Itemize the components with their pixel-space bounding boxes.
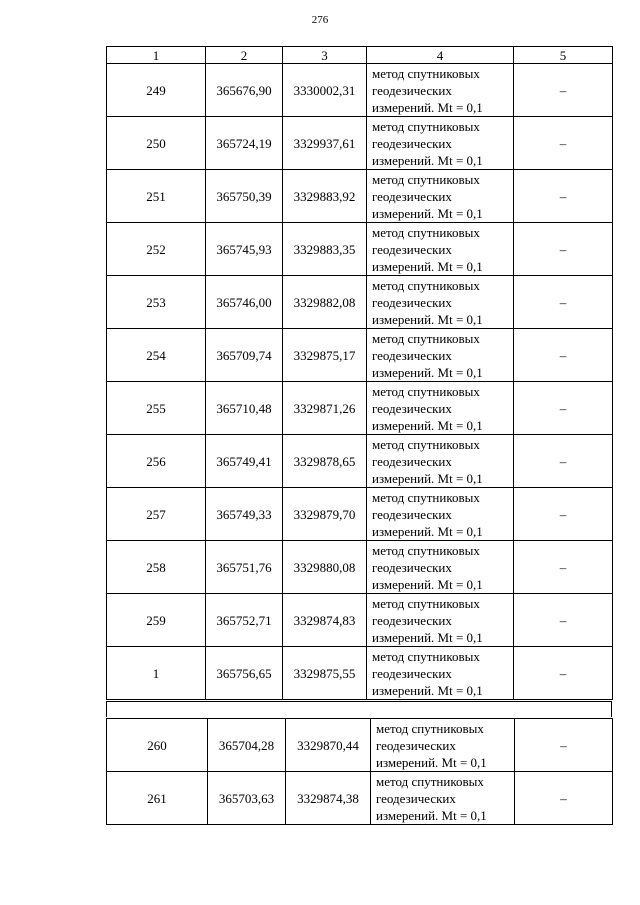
method-line: метод спутниковых	[376, 720, 484, 736]
method-line: метод спутниковых	[376, 773, 484, 789]
table-row	[107, 382, 613, 435]
point-number: 260	[107, 719, 208, 772]
table-row	[107, 117, 613, 170]
method-line: геодезических	[376, 737, 456, 753]
table-row	[107, 64, 613, 117]
method-line: метод спутниковых	[372, 489, 480, 505]
method-cell	[367, 329, 514, 382]
coordinate-x: 365752,71	[206, 594, 283, 647]
method-line: измерений. Mt = 0,1	[372, 682, 483, 698]
method-cell	[367, 170, 514, 223]
coordinate-x: 365749,41	[206, 435, 283, 488]
coordinate-y: 3329879,70	[283, 488, 367, 541]
coordinate-y: 3329880,08	[283, 541, 367, 594]
table-row	[107, 772, 613, 825]
column-5-value: –	[514, 382, 613, 435]
method-line: геодезических	[372, 241, 452, 257]
coordinate-y: 3329883,35	[283, 223, 367, 276]
method-line: измерений. Mt = 0,1	[372, 152, 483, 168]
column-5-value: –	[515, 772, 613, 825]
column-5-value: –	[514, 117, 613, 170]
table-row	[107, 647, 613, 700]
table-row	[107, 435, 613, 488]
point-number: 249	[107, 64, 206, 117]
method-cell	[367, 117, 514, 170]
point-number: 258	[107, 541, 206, 594]
coordinate-y: 3329937,61	[283, 117, 367, 170]
coordinate-y: 3330002,31	[283, 64, 367, 117]
point-number: 252	[107, 223, 206, 276]
method-line: измерений. Mt = 0,1	[372, 205, 483, 221]
coordinate-x: 365746,00	[206, 276, 283, 329]
method-line: измерений. Mt = 0,1	[372, 364, 483, 380]
table-header-row	[107, 47, 613, 64]
method-line: геодезических	[372, 188, 452, 204]
point-number: 259	[107, 594, 206, 647]
table-row	[107, 541, 613, 594]
column-5-value: –	[514, 647, 613, 700]
header-cell: 3	[283, 47, 367, 64]
column-5-value: –	[514, 276, 613, 329]
method-line: метод спутниковых	[372, 542, 480, 558]
method-line: измерений. Mt = 0,1	[372, 629, 483, 645]
method-cell	[367, 382, 514, 435]
coordinates-table	[106, 46, 613, 700]
section-separator	[106, 701, 612, 717]
method-line: геодезических	[372, 665, 452, 681]
column-5-value: –	[514, 329, 613, 382]
method-line: метод спутниковых	[372, 277, 480, 293]
point-number: 251	[107, 170, 206, 223]
point-number: 1	[107, 647, 206, 700]
coordinate-y: 3329874,38	[286, 772, 371, 825]
method-line: метод спутниковых	[372, 118, 480, 134]
coordinate-x: 365709,74	[206, 329, 283, 382]
method-line: геодезических	[372, 506, 452, 522]
header-cell: 1	[107, 47, 206, 64]
coordinate-x: 365703,63	[208, 772, 286, 825]
column-5-value: –	[514, 435, 613, 488]
table-row	[107, 719, 613, 772]
column-5-value: –	[514, 541, 613, 594]
coordinate-y: 3329875,55	[283, 647, 367, 700]
point-number: 253	[107, 276, 206, 329]
method-line: геодезических	[372, 559, 452, 575]
method-line: геодезических	[372, 612, 452, 628]
method-cell	[367, 488, 514, 541]
method-line: измерений. Mt = 0,1	[372, 311, 483, 327]
method-line: измерений. Mt = 0,1	[372, 99, 483, 115]
method-line: метод спутниковых	[372, 436, 480, 452]
method-line: геодезических	[372, 400, 452, 416]
coordinate-x: 365749,33	[206, 488, 283, 541]
header-cell: 4	[367, 47, 514, 64]
method-line: измерений. Mt = 0,1	[376, 807, 487, 823]
table-row	[107, 170, 613, 223]
method-cell	[367, 594, 514, 647]
header-cell: 5	[514, 47, 613, 64]
method-cell	[367, 276, 514, 329]
method-line: измерений. Mt = 0,1	[372, 470, 483, 486]
table-row	[107, 276, 613, 329]
point-number: 250	[107, 117, 206, 170]
coordinate-x: 365745,93	[206, 223, 283, 276]
method-line: измерений. Mt = 0,1	[372, 576, 483, 592]
method-cell	[367, 223, 514, 276]
method-cell	[367, 435, 514, 488]
table-row	[107, 329, 613, 382]
method-line: метод спутниковых	[372, 595, 480, 611]
point-number: 256	[107, 435, 206, 488]
method-line: метод спутниковых	[372, 383, 480, 399]
method-cell	[371, 719, 515, 772]
method-cell	[371, 772, 515, 825]
column-5-value: –	[514, 170, 613, 223]
coordinate-y: 3329871,26	[283, 382, 367, 435]
coordinate-y: 3329882,08	[283, 276, 367, 329]
coordinate-y: 3329874,83	[283, 594, 367, 647]
coordinate-y: 3329870,44	[286, 719, 371, 772]
method-line: метод спутниковых	[372, 65, 480, 81]
coordinate-x: 365710,48	[206, 382, 283, 435]
method-cell	[367, 647, 514, 700]
method-line: геодезических	[372, 347, 452, 363]
coordinate-y: 3329875,17	[283, 329, 367, 382]
column-5-value: –	[514, 594, 613, 647]
method-line: измерений. Mt = 0,1	[372, 523, 483, 539]
method-line: геодезических	[376, 790, 456, 806]
coordinate-y: 3329878,65	[283, 435, 367, 488]
method-line: измерений. Mt = 0,1	[372, 417, 483, 433]
coordinate-x: 365750,39	[206, 170, 283, 223]
method-line: геодезических	[372, 453, 452, 469]
coordinate-x: 365724,19	[206, 117, 283, 170]
header-cell: 2	[206, 47, 283, 64]
point-number: 257	[107, 488, 206, 541]
table-row	[107, 594, 613, 647]
table-row	[107, 488, 613, 541]
column-5-value: –	[514, 488, 613, 541]
method-line: метод спутниковых	[372, 648, 480, 664]
method-line: метод спутниковых	[372, 330, 480, 346]
column-5-value: –	[514, 223, 613, 276]
method-line: метод спутниковых	[372, 171, 480, 187]
coordinate-x: 365751,76	[206, 541, 283, 594]
point-number: 255	[107, 382, 206, 435]
column-5-value: –	[515, 719, 613, 772]
coordinate-x: 365676,90	[206, 64, 283, 117]
point-number: 254	[107, 329, 206, 382]
method-line: геодезических	[372, 135, 452, 151]
column-5-value: –	[514, 64, 613, 117]
method-line: метод спутниковых	[372, 224, 480, 240]
method-cell	[367, 541, 514, 594]
method-cell	[367, 64, 514, 117]
coordinates-table-continued	[106, 718, 613, 825]
method-line: измерений. Mt = 0,1	[376, 754, 487, 770]
coordinate-x: 365756,65	[206, 647, 283, 700]
method-line: измерений. Mt = 0,1	[372, 258, 483, 274]
method-line: геодезических	[372, 82, 452, 98]
table-row	[107, 223, 613, 276]
page-number: 276	[311, 14, 329, 26]
point-number: 261	[107, 772, 208, 825]
method-line: геодезических	[372, 294, 452, 310]
coordinate-y: 3329883,92	[283, 170, 367, 223]
coordinate-x: 365704,28	[208, 719, 286, 772]
